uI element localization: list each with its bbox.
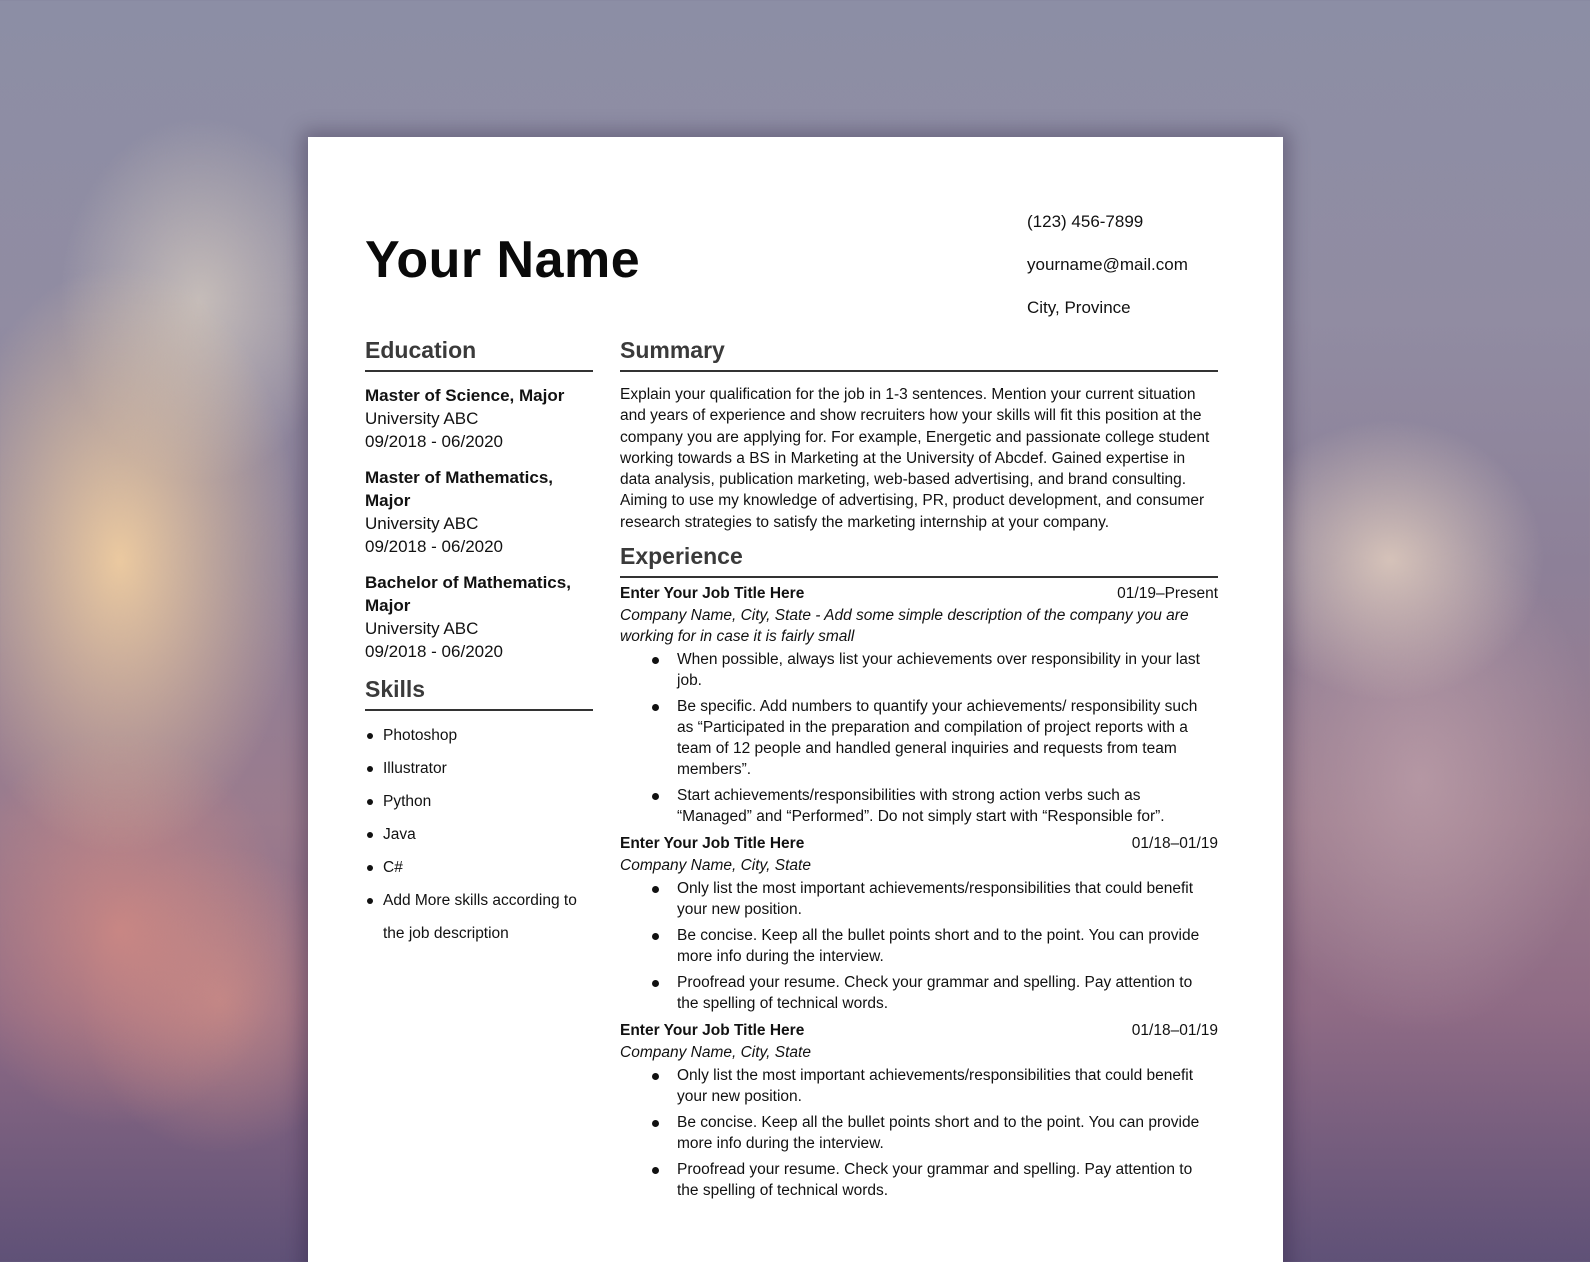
resume-name: Your Name bbox=[365, 231, 641, 289]
job-entry bbox=[620, 832, 1218, 1014]
education-dates: 09/2018 - 06/2020 bbox=[365, 432, 504, 451]
job-dates: 01/18–01/19 bbox=[1131, 1022, 1218, 1040]
job-bullet: Proofread your resume. Check your grammar and spelling. Pay attention to the spelling of technical words. bbox=[620, 1159, 1218, 1201]
job-header bbox=[620, 582, 1218, 605]
job-title: Enter Your Job Title Here bbox=[620, 585, 805, 603]
skill-item: Add More skills according to the job description bbox=[365, 884, 593, 950]
job-header bbox=[620, 1019, 1218, 1042]
skill-item: Illustrator bbox=[365, 752, 593, 785]
contact-block bbox=[1027, 200, 1188, 329]
contact-email: yourname@mail.com bbox=[1027, 255, 1188, 274]
contact-phone: (123) 456-7899 bbox=[1027, 212, 1144, 231]
job-bullets bbox=[620, 649, 1218, 827]
job-bullet: Be specific. Add numbers to quantify your achievements/ responsibility such as “Participated in the preparation and compilation of project reports with a team of 12 people and handled general inquiries and requests from team members”. bbox=[620, 696, 1218, 780]
job-bullets bbox=[620, 1065, 1218, 1201]
education-school: University ABC bbox=[365, 409, 479, 428]
job-bullets bbox=[620, 878, 1218, 1014]
skill-item: Python bbox=[365, 785, 593, 818]
education-dates: 09/2018 - 06/2020 bbox=[365, 537, 504, 556]
education-school: University ABC bbox=[365, 619, 479, 638]
summary-text: Explain your qualification for the job in 1-3 sentences. Mention your current situation and years of experience and show recruiters how your skills will fit this position at the company you are applying for. For example, Energetic and passionate college student working towards a BS in Marketing at the University of Abcdef. Gained expertise in data analysis, publication marketing, web-based advertising, and brand consulting. Aiming to use my knowledge of advertising, PR, product development, and consumer research strategies to satisfy the marketing internship at your company. bbox=[620, 386, 1210, 531]
skills-section bbox=[365, 676, 593, 950]
education-heading: Education bbox=[365, 337, 593, 372]
job-title: Enter Your Job Title Here bbox=[620, 835, 805, 853]
job-bullet: When possible, always list your achievements over responsibility in your last job. bbox=[620, 649, 1218, 691]
job-title: Enter Your Job Title Here bbox=[620, 1022, 805, 1040]
experience-heading: Experience bbox=[620, 543, 1218, 578]
job-dates: 01/19–Present bbox=[1117, 585, 1218, 603]
job-bullet: Be concise. Keep all the bullet points short and to the point. You can provide more info during the interview. bbox=[620, 925, 1218, 967]
education-school: University ABC bbox=[365, 514, 479, 533]
skill-item: C# bbox=[365, 851, 593, 884]
left-column bbox=[365, 337, 593, 950]
skill-item: Photoshop bbox=[365, 719, 593, 752]
education-item bbox=[365, 466, 593, 558]
education-degree: Master of Mathematics, Major bbox=[365, 468, 553, 510]
job-entry bbox=[620, 582, 1218, 827]
job-company: Company Name, City, State bbox=[620, 857, 811, 875]
education-degree: Master of Science, Major bbox=[365, 386, 565, 405]
summary-section bbox=[620, 337, 1218, 533]
contact-location: City, Province bbox=[1027, 298, 1131, 317]
education-section bbox=[365, 337, 593, 663]
job-bullet: Proofread your resume. Check your grammar and spelling. Pay attention to the spelling of technical words. bbox=[620, 972, 1218, 1014]
job-bullet: Be concise. Keep all the bullet points short and to the point. You can provide more info during the interview. bbox=[620, 1112, 1218, 1154]
job-dates: 01/18–01/19 bbox=[1131, 835, 1218, 853]
job-bullet: Only list the most important achievements/responsibilities that could benefit your new position. bbox=[620, 1065, 1218, 1107]
job-header bbox=[620, 832, 1218, 855]
right-column bbox=[620, 337, 1218, 1206]
experience-section bbox=[620, 543, 1218, 1201]
resume-page bbox=[308, 137, 1283, 1262]
education-degree: Bachelor of Mathematics, Major bbox=[365, 573, 571, 615]
job-company: Company Name, City, State bbox=[620, 1044, 811, 1062]
skill-item: Java bbox=[365, 818, 593, 851]
job-bullet: Start achievements/responsibilities with strong action verbs such as “Managed” and “Performed”. Do not simply start with “Responsible for”. bbox=[620, 785, 1218, 827]
education-item bbox=[365, 384, 593, 453]
education-item bbox=[365, 571, 593, 663]
job-entry bbox=[620, 1019, 1218, 1201]
skills-list bbox=[365, 719, 593, 950]
education-dates: 09/2018 - 06/2020 bbox=[365, 642, 504, 661]
summary-heading: Summary bbox=[620, 337, 1218, 372]
skills-heading: Skills bbox=[365, 676, 593, 711]
job-bullet: Only list the most important achievements/responsibilities that could benefit your new position. bbox=[620, 878, 1218, 920]
job-company: Company Name, City, State - Add some simple description of the company you are working for in case it is fairly small bbox=[620, 607, 1189, 646]
